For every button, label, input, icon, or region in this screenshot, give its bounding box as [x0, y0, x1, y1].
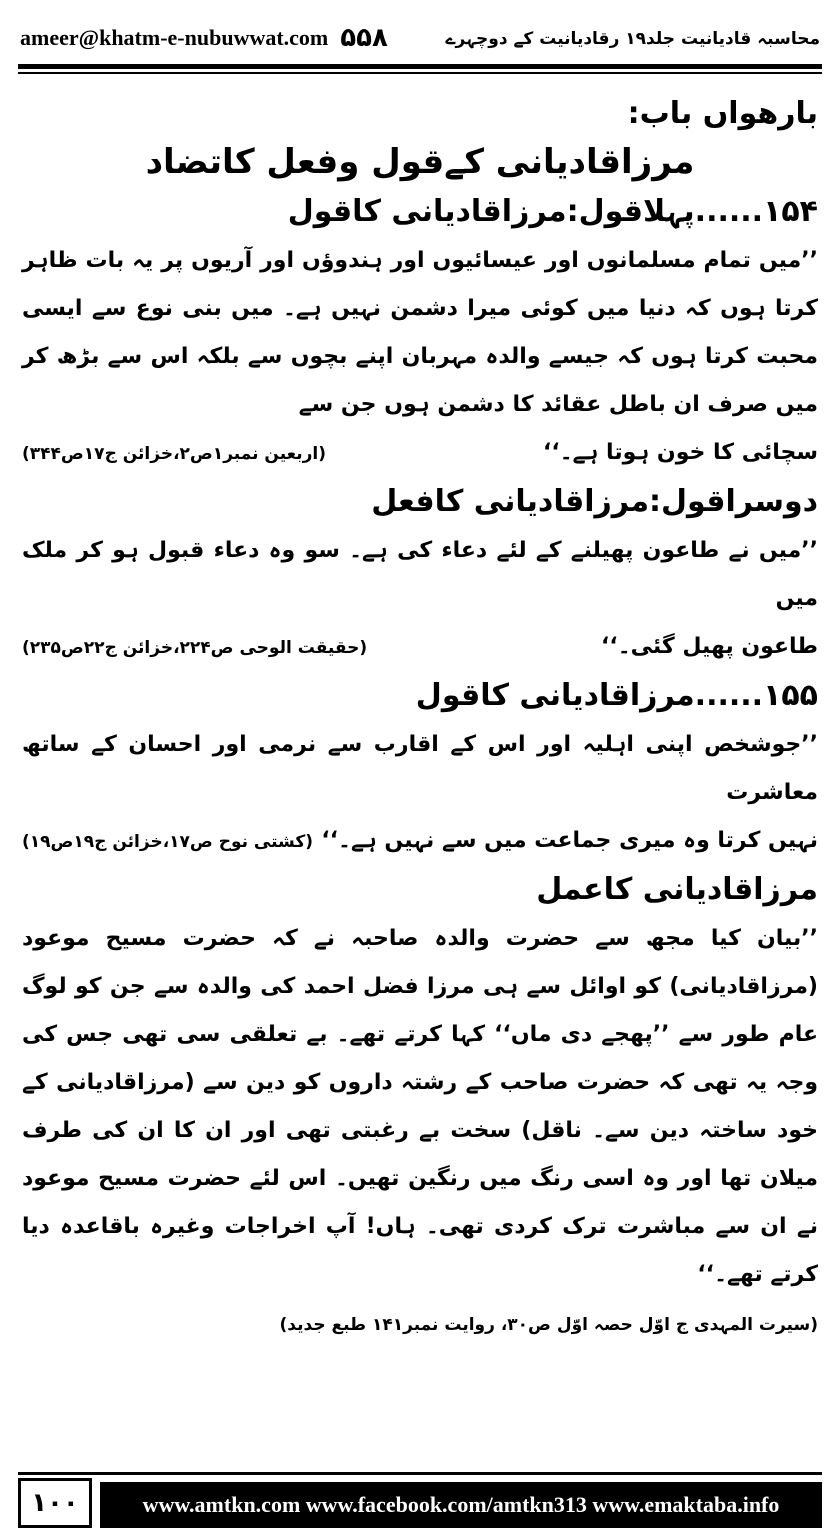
section-text: ’’میں تمام مسلمانوں اور عیسائیوں اور ہندوؤں اور آریوں پر یہ بات ظاہر کرتا ہوں کہ دنیا میں کوئی میرا دشمن نہیں ہے۔ میں بنی نوع سے ایسی محبت کرتا ہوں کہ جیسے والدہ مہربان اپنے بچوں سے بلکہ اس سے بڑھ کر میں صرف ان باطل عقائد کا دشمن ہوں جن سے [22, 248, 818, 417]
section-3 [22, 678, 818, 866]
section-text: ’’بیان کیا مجھ سے حضرت والدہ صاحبہ نے کہ حضرت مسیح موعود (مرزاقادیانی) کو اوائل سے ہی مرزا فضل احمد کی والدہ سے جن کو لوگ عام طور سے ’’پھجے دی ماں‘‘ کہا کرتے تھے۔ بے تعلقی سی تھی جس کی وجہ یہ تھی کہ حضرت صاحب کے رشتہ داروں کو دین سے (مرزاقادیانی کے خود ساختہ دین سے۔ ناقل) سخت بے رغبتی تھی اور ان کا ان کی طرف میلان تھا اور وہ اسی رنگ میں رنگین تھیں۔ اس لئے حضرت مسیح موعود نے ان سے مباشرت ترک کردی تھی۔ ہاں! آپ اخراجات وغیرہ باقاعدہ دیا کرتے تھے۔‘‘ [22, 926, 818, 1287]
footer-page-number: ۱۰۰ [31, 1488, 79, 1518]
section-text: ’’میں نے طاعون پھیلنے کے لئے دعاء کی ہے۔ سو وہ دعاء قبول ہو کر ملک میں [22, 538, 818, 611]
section-heading: دوسراقول:مرزاقادیانی کافعل [371, 484, 818, 519]
section-heading: ۱۵۵......مرزاقادیانی کاقول [415, 678, 818, 713]
quote-end: نہیں کرتا وہ میری جماعت میں سے نہیں ہے۔‘‘ [321, 828, 818, 853]
footer-bar [100, 1482, 822, 1528]
page-content [22, 96, 818, 1460]
page-header [20, 18, 820, 58]
section-reference: (حقیقت الوحی ص۲۲۴،خزائن ج۲۲ص۲۳۵) [22, 638, 368, 658]
section-text: ’’جوشخص اپنی اہلیہ اور اس کے اقارب سے نرمی اور احسان کے ساتھ معاشرت [22, 732, 818, 805]
quote-end: طاعون پھیل گئی۔‘‘ [601, 634, 818, 659]
section-last-line [22, 817, 818, 866]
section-2 [22, 484, 818, 672]
section-1 [22, 194, 818, 478]
section-heading: ۱۵۴......پہلاقول:مرزاقادیانی کاقول [287, 194, 818, 229]
section-reference: (اربعین نمبر۱ص۲،خزائن ج۱۷ص۳۴۴) [22, 444, 327, 464]
section-reference: (سیرت المہدی ج اوّل حصہ اوّل ص۳۰، روایت نمبر۱۴۱ طبع جدید) [279, 1315, 818, 1335]
section-last-line [22, 429, 818, 478]
header-book-title: محاسبہ قادیانیت جلد۱۹ رقادیانیت کے دوچہرے [445, 28, 820, 49]
footer-links[interactable]: www.amtkn.com www.facebook.com/amtkn313 www.emaktaba.info [142, 1492, 780, 1517]
footer-page-box [18, 1478, 92, 1528]
section-4 [22, 872, 818, 1345]
chapter-heading: بارھواں باب: [627, 96, 818, 131]
footer-rule [18, 1472, 822, 1475]
section-reference: (کشتی نوح ص۱۷،خزائن ج۱۹ص۱۹) [22, 832, 314, 852]
header-left [20, 23, 388, 53]
header-rule-thick [18, 64, 822, 69]
header-email[interactable]: ameer@khatm-e-nubuwwat.com [20, 25, 329, 50]
section-heading: مرزاقادیانی کاعمل [536, 872, 818, 907]
quote-end: سچائی کا خون ہوتا ہے۔‘‘ [543, 440, 818, 465]
header-rule-thin [18, 72, 822, 74]
main-title: مرزاقادیانی کےقول وفعل کاتضاد [145, 142, 695, 182]
header-page-number: ۵۵۸ [340, 23, 388, 53]
section-last-line [22, 623, 818, 672]
